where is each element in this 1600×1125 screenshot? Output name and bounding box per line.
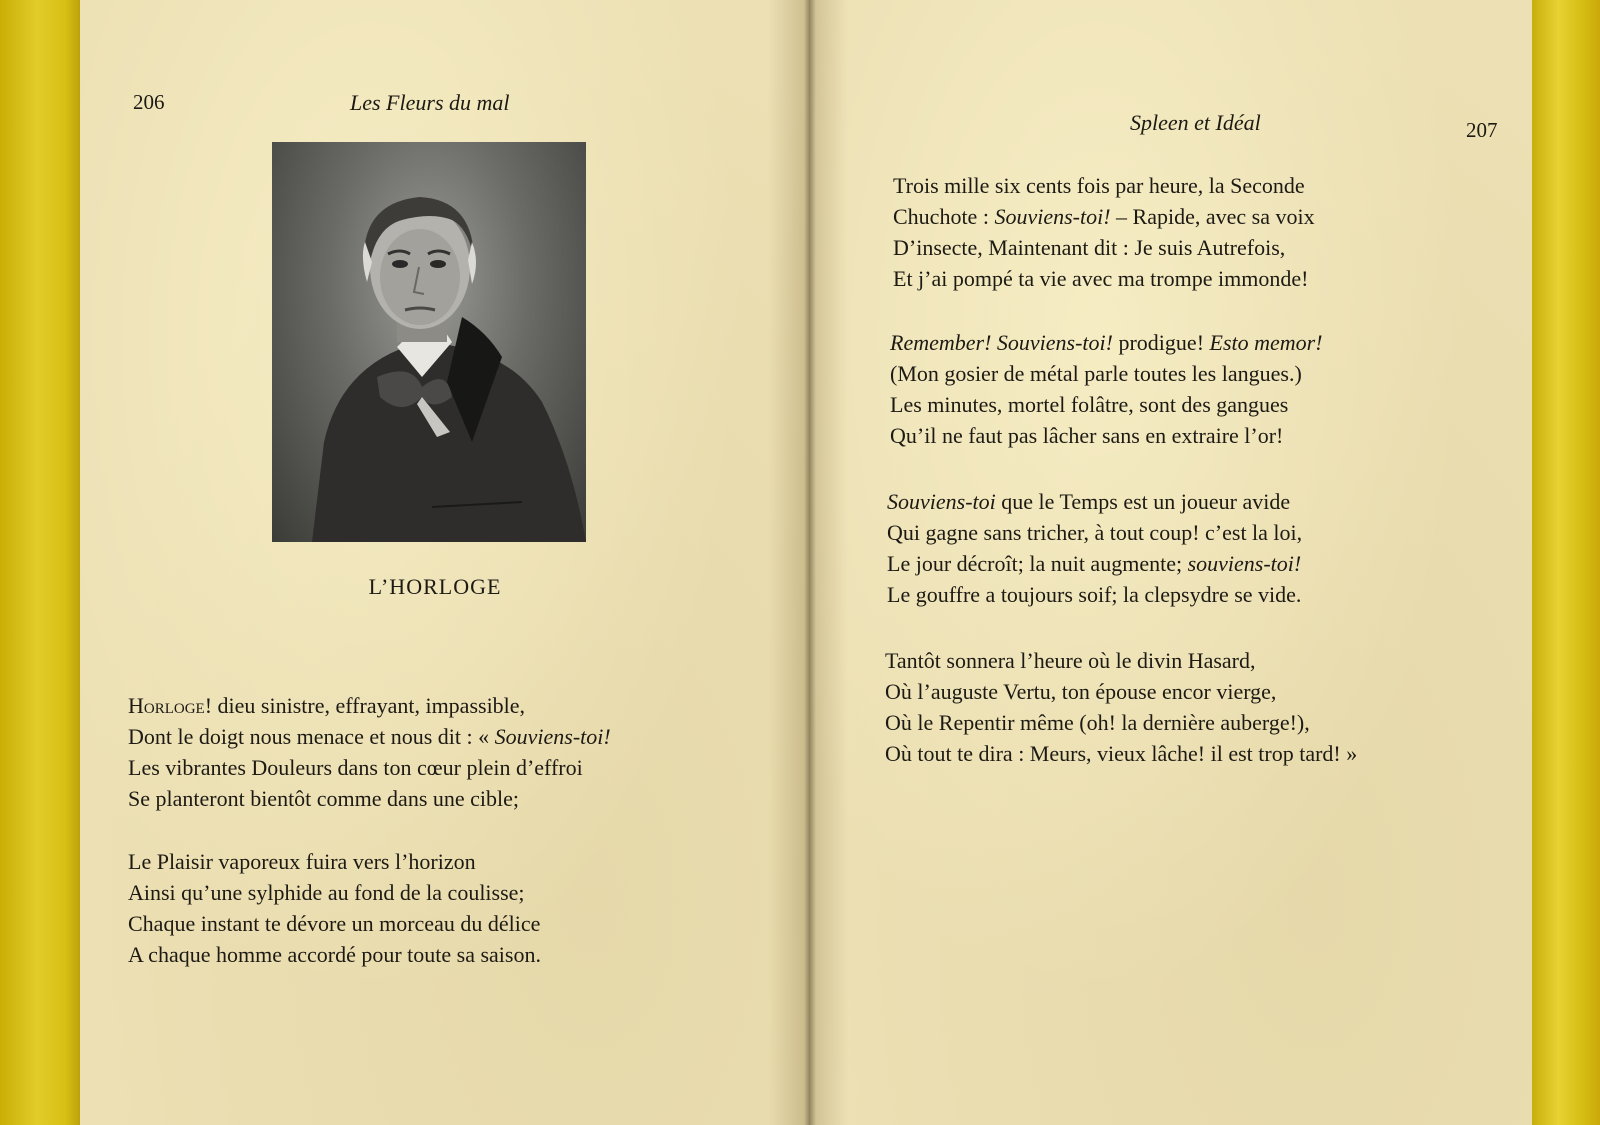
book-edge-right bbox=[1530, 0, 1600, 1125]
poem-line-italic: Remember! Souviens-toi! bbox=[890, 330, 1113, 355]
poem-line-italic: Souviens-toi! bbox=[994, 204, 1111, 229]
poem-line: Où l’auguste Vertu, ton épouse encor vierge, bbox=[885, 679, 1277, 704]
book-edge-left bbox=[0, 0, 82, 1125]
poem-line: Le gouffre a toujours soif; la clepsydre se vide. bbox=[887, 582, 1302, 607]
right-stanza-2 bbox=[890, 327, 1323, 451]
poem-line bbox=[887, 486, 1302, 517]
poem-line bbox=[890, 327, 1323, 358]
poem-line: Qui gagne sans tricher, à tout coup! c’est la loi, bbox=[887, 520, 1303, 545]
right-page-number: 207 bbox=[1466, 118, 1498, 142]
poem-line: Où le Repentir même (oh! la dernière auberge!), bbox=[885, 710, 1310, 735]
poem-title: L’HORLOGE bbox=[368, 574, 502, 599]
poem-line-text: Le jour décroît; la nuit augmente; bbox=[887, 551, 1188, 576]
right-running-head: Spleen et Idéal bbox=[1130, 110, 1261, 135]
poem-line-italic: Souviens-toi bbox=[887, 489, 996, 514]
author-portrait bbox=[272, 142, 586, 542]
left-stanza-1 bbox=[128, 690, 611, 814]
poem-line-text: ! dieu sinistre, effrayant, impassible, bbox=[204, 693, 526, 718]
poem-line: Et j’ai pompé ta vie avec ma trompe immonde! bbox=[893, 266, 1309, 291]
poem-line bbox=[128, 690, 611, 721]
poem-line: Qu’il ne faut pas lâcher sans en extraire l’or! bbox=[890, 423, 1284, 448]
book-gutter bbox=[768, 0, 848, 1125]
poem-line: Chaque instant te dévore un morceau du délice bbox=[128, 911, 541, 936]
right-stanza-1 bbox=[893, 170, 1315, 294]
poem-line-text: prodigue! bbox=[1112, 330, 1210, 355]
poem-line: (Mon gosier de métal parle toutes les langues.) bbox=[890, 361, 1302, 386]
poem-line-text: Dont le doigt nous menace et nous dit : « bbox=[128, 724, 495, 749]
poem-line bbox=[128, 721, 611, 752]
poem-line: D’insecte, Maintenant dit : Je suis Autrefois, bbox=[893, 235, 1286, 260]
poem-line: A chaque homme accordé pour toute sa saison. bbox=[128, 942, 541, 967]
poem-line: Tantôt sonnera l’heure où le divin Hasard, bbox=[885, 648, 1256, 673]
poem-line: Se planteront bientôt comme dans une cible; bbox=[128, 786, 520, 811]
right-stanza-3 bbox=[887, 486, 1302, 610]
poem-line: Le Plaisir vaporeux fuira vers l’horizon bbox=[128, 849, 476, 874]
dropcap-word: Horloge bbox=[128, 693, 205, 718]
poem-line-italic: Esto memor! bbox=[1209, 330, 1323, 355]
poem-line-text: Chuchote : bbox=[893, 204, 995, 229]
poem-line bbox=[893, 201, 1315, 232]
poem-line: Les minutes, mortel folâtre, sont des gangues bbox=[890, 392, 1289, 417]
poem-line: Les vibrantes Douleurs dans ton cœur plein d’effroi bbox=[128, 755, 583, 780]
left-running-head: Les Fleurs du mal bbox=[350, 90, 510, 115]
poem-line-italic: Souviens-toi! bbox=[494, 724, 611, 749]
left-stanza-2 bbox=[128, 846, 541, 970]
portrait-photo bbox=[272, 142, 586, 542]
poem-line-text: que le Temps est un joueur avide bbox=[995, 489, 1291, 514]
poem-line: Où tout te dira : Meurs, vieux lâche! il est trop tard! » bbox=[885, 741, 1358, 766]
left-page-number: 206 bbox=[133, 90, 165, 114]
poem-line-text: – Rapide, avec sa voix bbox=[1110, 204, 1315, 229]
poem-line bbox=[887, 548, 1302, 579]
poem-line-italic: souviens-toi! bbox=[1187, 551, 1302, 576]
right-stanza-4 bbox=[885, 645, 1357, 769]
poem-line: Trois mille six cents fois par heure, la Seconde bbox=[893, 173, 1305, 198]
poem-line: Ainsi qu’une sylphide au fond de la coulisse; bbox=[128, 880, 525, 905]
